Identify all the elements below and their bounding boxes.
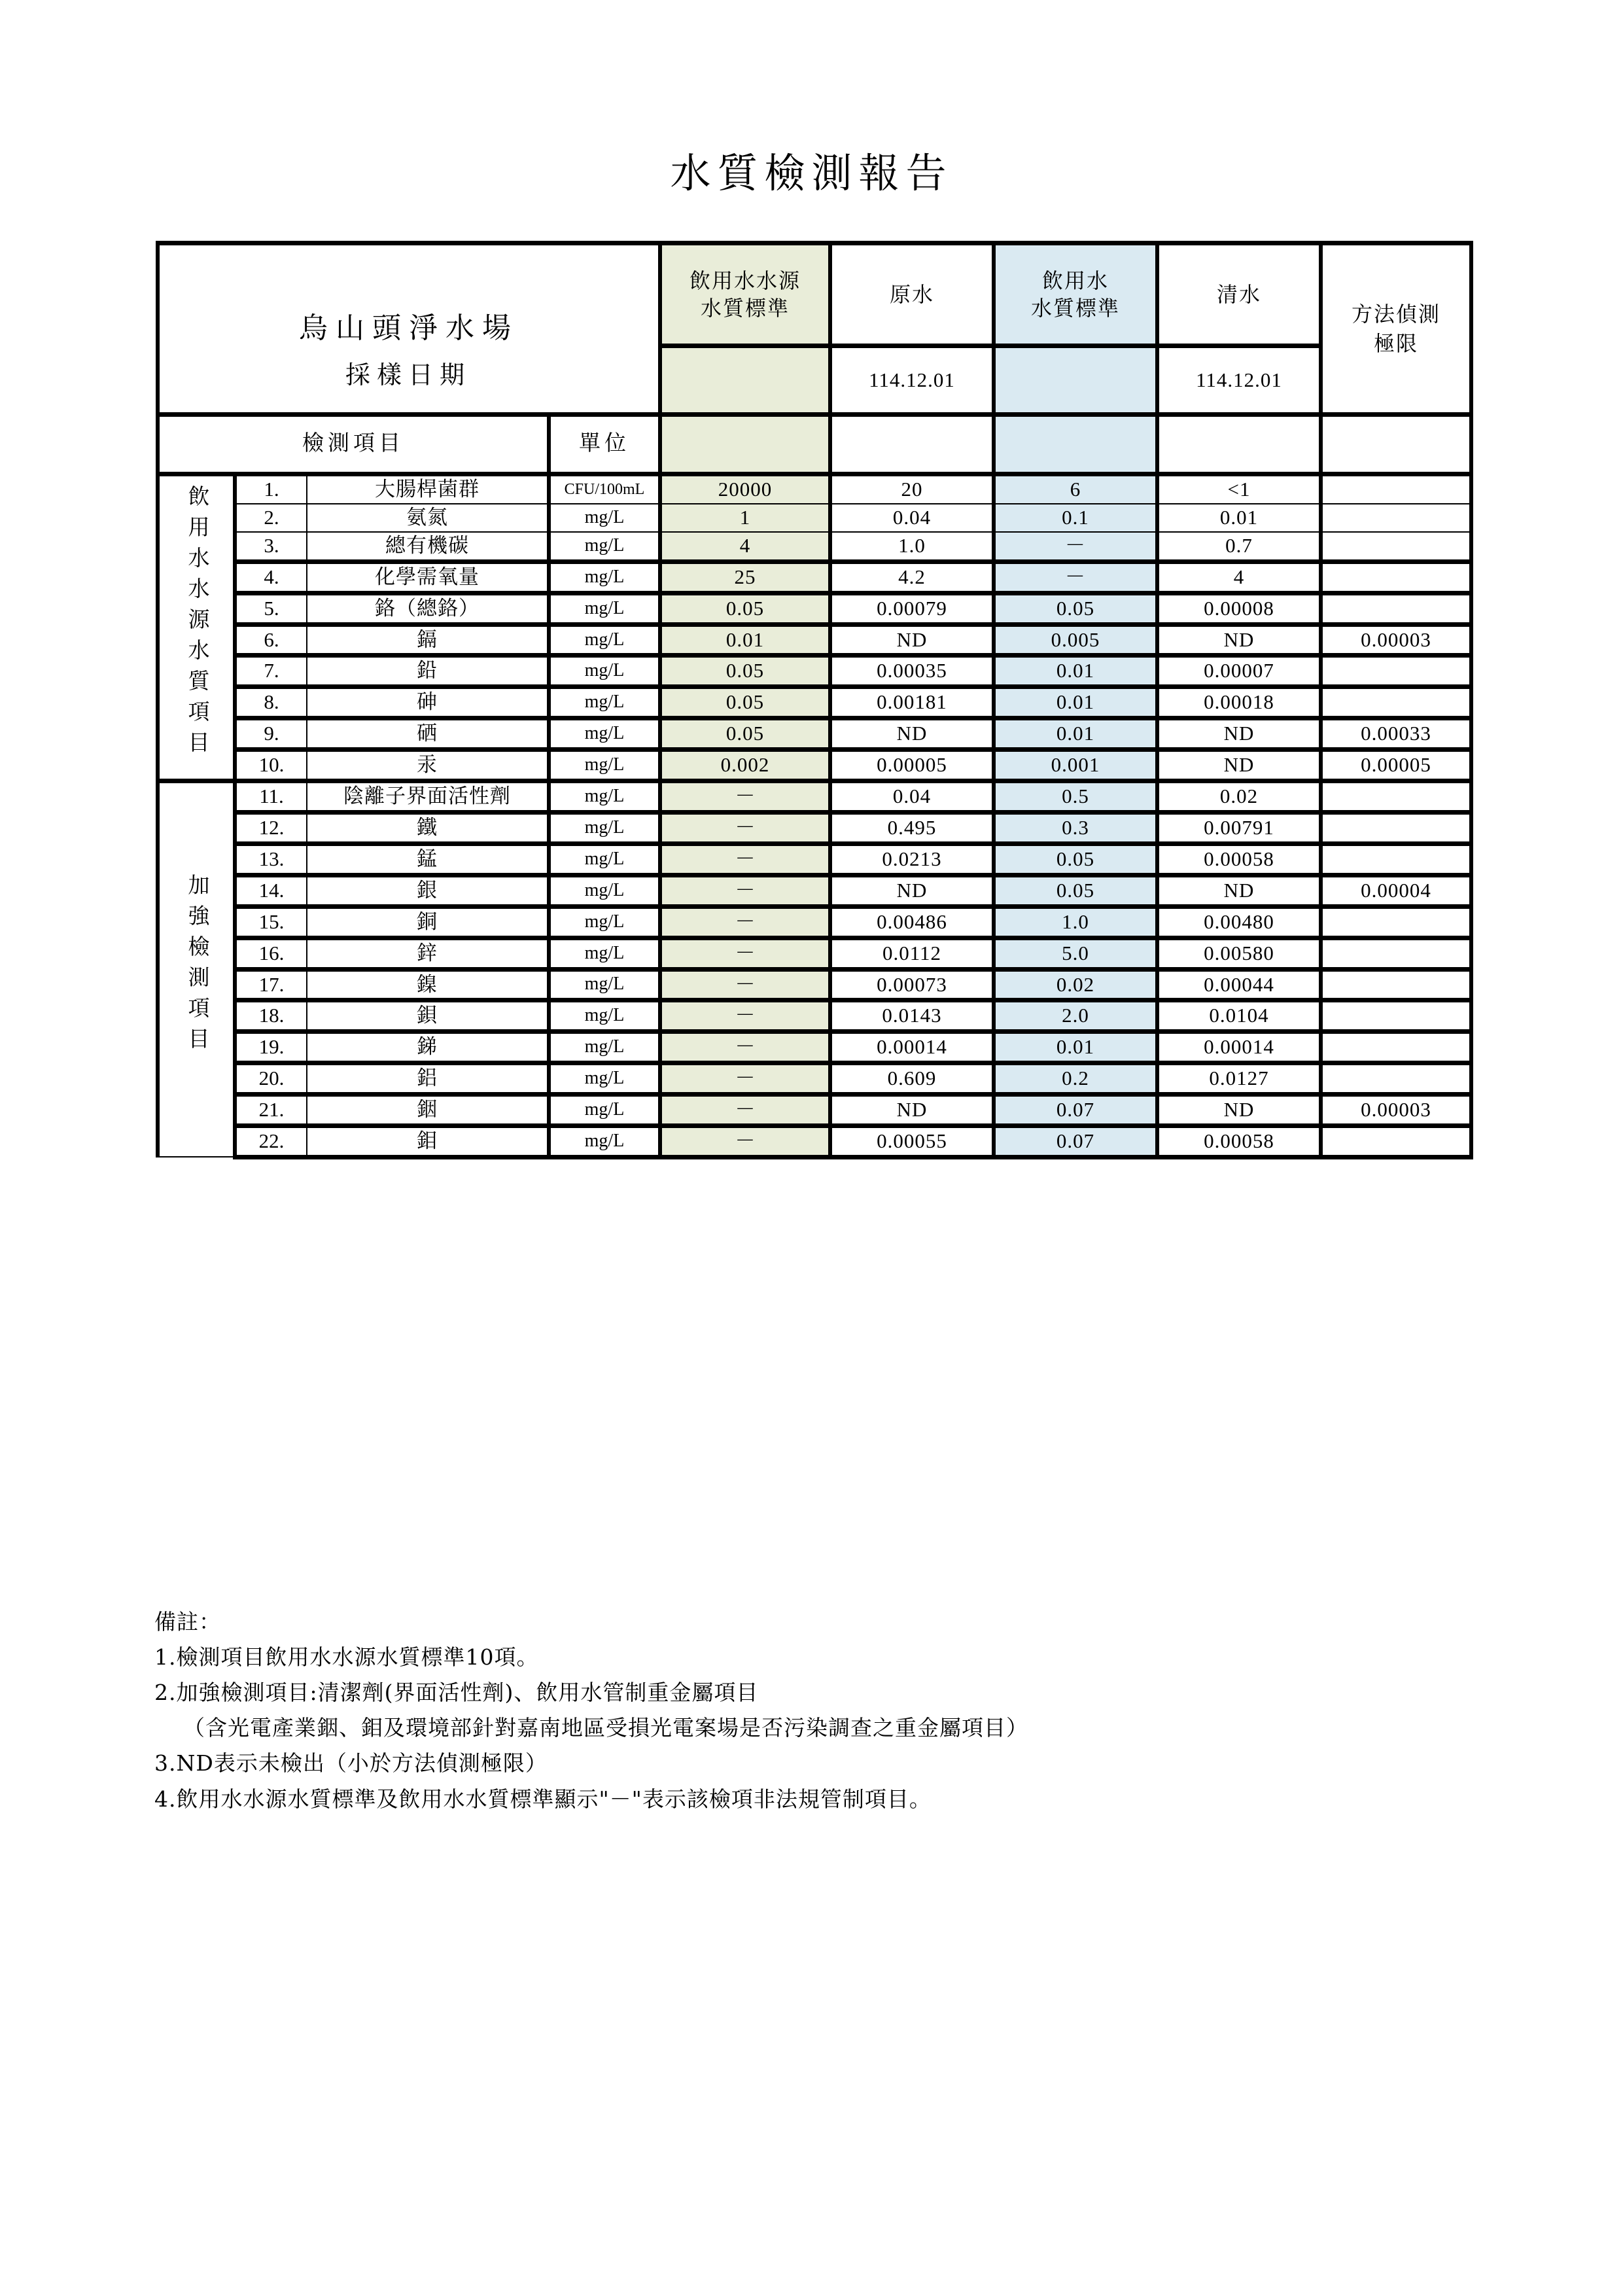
row-source-standard: － bbox=[660, 1095, 830, 1126]
row-index: 22. bbox=[235, 1126, 307, 1157]
row-raw-water: ND bbox=[830, 718, 994, 750]
row-drinking-standard: 0.05 bbox=[994, 875, 1157, 906]
table-row bbox=[158, 1126, 1471, 1157]
row-drinking-standard: 0.05 bbox=[994, 593, 1157, 624]
row-unit: mg/L bbox=[549, 781, 660, 813]
row-source-standard: 0.01 bbox=[660, 624, 830, 656]
row-item-name: 鋁 bbox=[307, 1063, 549, 1095]
table-row bbox=[158, 750, 1471, 781]
row-source-standard: 20000 bbox=[660, 474, 830, 504]
table-row bbox=[158, 1063, 1471, 1095]
plant-name-cell: 烏山頭淨水場 bbox=[158, 243, 660, 415]
row-mdl bbox=[1321, 969, 1471, 1000]
row-mdl bbox=[1321, 1126, 1471, 1157]
row-unit: mg/L bbox=[549, 1000, 660, 1032]
row-index: 16. bbox=[235, 938, 307, 969]
note-3: 3.ND表示未檢出（小於方法偵測極限） bbox=[154, 1750, 548, 1776]
row-raw-water: 0.00079 bbox=[830, 593, 994, 624]
row-mdl bbox=[1321, 504, 1471, 532]
table-row bbox=[158, 938, 1471, 969]
row-index: 13. bbox=[235, 843, 307, 875]
notes-block bbox=[154, 1604, 1528, 1817]
source-standard-line2: 水質標準 bbox=[700, 296, 790, 320]
note-4: 4.飲用水水源水質標準及飲用水水質標準顯示"－"表示該檢項非法規管制項目。 bbox=[154, 1786, 932, 1812]
row-raw-water: 0.0143 bbox=[830, 1000, 994, 1032]
row-raw-water: 0.0213 bbox=[830, 843, 994, 875]
table-row bbox=[158, 781, 1471, 813]
source-standard-line1: 飲用水水源 bbox=[689, 268, 801, 292]
row-index: 6. bbox=[235, 624, 307, 656]
table-row bbox=[158, 1032, 1471, 1063]
subheader-raw-water-blank bbox=[830, 415, 994, 474]
row-mdl bbox=[1321, 687, 1471, 718]
table-row bbox=[158, 624, 1471, 656]
row-raw-water: 0.00073 bbox=[830, 969, 994, 1000]
row-index: 9. bbox=[235, 718, 307, 750]
row-unit: mg/L bbox=[549, 750, 660, 781]
row-index: 18. bbox=[235, 1000, 307, 1032]
row-unit: mg/L bbox=[549, 875, 660, 906]
row-drinking-standard: － bbox=[994, 532, 1157, 561]
row-unit: mg/L bbox=[549, 938, 660, 969]
table-row bbox=[158, 875, 1471, 906]
subheader-unit: 單位 bbox=[549, 415, 660, 474]
table-row bbox=[158, 561, 1471, 593]
row-source-standard: － bbox=[660, 906, 830, 938]
mdl-line1: 方法偵測 bbox=[1351, 302, 1440, 326]
row-drinking-standard: 0.5 bbox=[994, 781, 1157, 813]
table-header-row-subheaders bbox=[158, 415, 1471, 474]
row-item-name: 鉻（總鉻） bbox=[307, 593, 549, 624]
row-raw-water: ND bbox=[830, 1095, 994, 1126]
row-index: 10. bbox=[235, 750, 307, 781]
row-drinking-standard: 0.01 bbox=[994, 1032, 1157, 1063]
sample-date-label: 採樣日期 bbox=[345, 360, 471, 389]
row-source-standard: － bbox=[660, 843, 830, 875]
row-unit: CFU/100mL bbox=[549, 474, 660, 504]
row-mdl bbox=[1321, 906, 1471, 938]
row-item-name: 鉬 bbox=[307, 1126, 549, 1157]
row-clear-water: 0.00480 bbox=[1157, 906, 1321, 938]
row-drinking-standard: 1.0 bbox=[994, 906, 1157, 938]
subheader-clear-water-blank bbox=[1157, 415, 1321, 474]
water-quality-table-wrapper bbox=[156, 241, 1469, 1159]
row-mdl bbox=[1321, 656, 1471, 687]
table-row bbox=[158, 1000, 1471, 1032]
row-item-name: 總有機碳 bbox=[307, 532, 549, 561]
row-clear-water: 0.01 bbox=[1157, 504, 1321, 532]
row-raw-water: 4.2 bbox=[830, 561, 994, 593]
row-item-name: 砷 bbox=[307, 687, 549, 718]
row-drinking-standard: 0.2 bbox=[994, 1063, 1157, 1095]
table-row bbox=[158, 812, 1471, 843]
row-item-name: 鉛 bbox=[307, 656, 549, 687]
table-row bbox=[158, 718, 1471, 750]
row-clear-water: ND bbox=[1157, 750, 1321, 781]
row-item-name: 化學需氧量 bbox=[307, 561, 549, 593]
row-unit: mg/L bbox=[549, 843, 660, 875]
row-raw-water: 20 bbox=[830, 474, 994, 504]
subheader-source-standard-blank bbox=[660, 415, 830, 474]
row-item-name: 鎳 bbox=[307, 969, 549, 1000]
row-drinking-standard: 0.01 bbox=[994, 718, 1157, 750]
row-drinking-standard: 0.05 bbox=[994, 843, 1157, 875]
row-item-name: 銻 bbox=[307, 1032, 549, 1063]
subheader-mdl-blank bbox=[1321, 415, 1471, 474]
row-raw-water: ND bbox=[830, 624, 994, 656]
row-mdl bbox=[1321, 843, 1471, 875]
row-clear-water: 0.00058 bbox=[1157, 843, 1321, 875]
row-unit: mg/L bbox=[549, 656, 660, 687]
col-header-method-detection-limit bbox=[1321, 243, 1471, 415]
row-index: 21. bbox=[235, 1095, 307, 1126]
row-index: 5. bbox=[235, 593, 307, 624]
row-source-standard: 1 bbox=[660, 504, 830, 532]
table-row bbox=[158, 474, 1471, 504]
row-raw-water: ND bbox=[830, 875, 994, 906]
drinking-standard-line1: 飲用水 bbox=[1041, 268, 1109, 292]
row-unit: mg/L bbox=[549, 624, 660, 656]
row-drinking-standard: － bbox=[994, 561, 1157, 593]
row-clear-water: 0.00007 bbox=[1157, 656, 1321, 687]
subheader-drinking-standard-blank bbox=[994, 415, 1157, 474]
row-clear-water: 4 bbox=[1157, 561, 1321, 593]
row-index: 4. bbox=[235, 561, 307, 593]
row-raw-water: 1.0 bbox=[830, 532, 994, 561]
table-row bbox=[158, 656, 1471, 687]
row-drinking-standard: 0.01 bbox=[994, 656, 1157, 687]
row-clear-water: 0.00044 bbox=[1157, 969, 1321, 1000]
row-mdl: 0.00005 bbox=[1321, 750, 1471, 781]
row-mdl bbox=[1321, 474, 1471, 504]
row-clear-water: 0.0127 bbox=[1157, 1063, 1321, 1095]
row-raw-water: 0.04 bbox=[830, 504, 994, 532]
row-item-name: 銀 bbox=[307, 875, 549, 906]
row-raw-water: 0.00014 bbox=[830, 1032, 994, 1063]
row-source-standard: 4 bbox=[660, 532, 830, 561]
row-source-standard: － bbox=[660, 781, 830, 813]
table-row bbox=[158, 532, 1471, 561]
row-index: 17. bbox=[235, 969, 307, 1000]
row-clear-water: 0.00014 bbox=[1157, 1032, 1321, 1063]
row-item-name: 銦 bbox=[307, 1095, 549, 1126]
note-2: 2.加強檢測項目:清潔劑(界面活性劑)、飲用水管制重金屬項目 bbox=[154, 1680, 759, 1706]
row-clear-water: ND bbox=[1157, 875, 1321, 906]
row-drinking-standard: 5.0 bbox=[994, 938, 1157, 969]
row-unit: mg/L bbox=[549, 687, 660, 718]
row-mdl bbox=[1321, 781, 1471, 813]
row-index: 14. bbox=[235, 875, 307, 906]
row-item-name: 鋇 bbox=[307, 1000, 549, 1032]
row-item-name: 硒 bbox=[307, 718, 549, 750]
row-index: 11. bbox=[235, 781, 307, 813]
row-source-standard: 0.002 bbox=[660, 750, 830, 781]
row-drinking-standard: 6 bbox=[994, 474, 1157, 504]
row-source-standard: － bbox=[660, 969, 830, 1000]
row-clear-water: 0.0104 bbox=[1157, 1000, 1321, 1032]
row-item-name: 鐵 bbox=[307, 812, 549, 843]
sample-date-source-standard bbox=[660, 346, 830, 415]
drinking-standard-line2: 水質標準 bbox=[1030, 296, 1120, 320]
row-source-standard: － bbox=[660, 1126, 830, 1157]
row-unit: mg/L bbox=[549, 1095, 660, 1126]
row-clear-water: 0.00791 bbox=[1157, 812, 1321, 843]
row-item-name: 陰離子界面活性劑 bbox=[307, 781, 549, 813]
table-row bbox=[158, 906, 1471, 938]
mdl-line2: 極限 bbox=[1373, 331, 1418, 355]
row-item-name: 汞 bbox=[307, 750, 549, 781]
table-header-row-plant bbox=[158, 243, 1471, 346]
row-unit: mg/L bbox=[549, 1126, 660, 1157]
row-drinking-standard: 0.02 bbox=[994, 969, 1157, 1000]
group-label-enhanced-testing bbox=[158, 781, 235, 1157]
row-raw-water: 0.0112 bbox=[830, 938, 994, 969]
row-unit: mg/L bbox=[549, 718, 660, 750]
row-unit: mg/L bbox=[549, 1032, 660, 1063]
row-item-name: 鋅 bbox=[307, 938, 549, 969]
row-clear-water: 0.02 bbox=[1157, 781, 1321, 813]
row-index: 2. bbox=[235, 504, 307, 532]
row-mdl bbox=[1321, 1032, 1471, 1063]
group-label-source-quality bbox=[158, 474, 235, 781]
row-raw-water: 0.04 bbox=[830, 781, 994, 813]
subheader-item: 檢測項目 bbox=[158, 415, 549, 474]
row-clear-water: 0.00580 bbox=[1157, 938, 1321, 969]
row-raw-water: 0.00055 bbox=[830, 1126, 994, 1157]
col-header-raw-water: 原水 bbox=[830, 243, 994, 346]
row-index: 1. bbox=[235, 474, 307, 504]
row-mdl bbox=[1321, 532, 1471, 561]
row-source-standard: － bbox=[660, 1063, 830, 1095]
row-mdl bbox=[1321, 938, 1471, 969]
row-raw-water: 0.00486 bbox=[830, 906, 994, 938]
row-index: 3. bbox=[235, 532, 307, 561]
row-clear-water: 0.00058 bbox=[1157, 1126, 1321, 1157]
row-raw-water: 0.00035 bbox=[830, 656, 994, 687]
row-source-standard: － bbox=[660, 875, 830, 906]
row-source-standard: 0.05 bbox=[660, 656, 830, 687]
table-row bbox=[158, 843, 1471, 875]
sample-date-raw-water: 114.12.01 bbox=[830, 346, 994, 415]
row-index: 15. bbox=[235, 906, 307, 938]
table-row bbox=[158, 969, 1471, 1000]
row-index: 19. bbox=[235, 1032, 307, 1063]
row-drinking-standard: 0.001 bbox=[994, 750, 1157, 781]
row-item-name: 鎘 bbox=[307, 624, 549, 656]
row-raw-water: 0.00181 bbox=[830, 687, 994, 718]
row-source-standard: 0.05 bbox=[660, 593, 830, 624]
row-raw-water: 0.495 bbox=[830, 812, 994, 843]
row-clear-water: <1 bbox=[1157, 474, 1321, 504]
row-drinking-standard: 0.07 bbox=[994, 1126, 1157, 1157]
notes-heading: 備註： bbox=[154, 1609, 221, 1634]
row-mdl bbox=[1321, 812, 1471, 843]
row-mdl: 0.00003 bbox=[1321, 1095, 1471, 1126]
page-title: 水質檢測報告 bbox=[670, 149, 953, 197]
row-item-name: 銅 bbox=[307, 906, 549, 938]
row-drinking-standard: 0.1 bbox=[994, 504, 1157, 532]
note-1: 1.檢測項目飲用水水源水質標準10項。 bbox=[154, 1644, 539, 1670]
row-mdl bbox=[1321, 1000, 1471, 1032]
row-unit: mg/L bbox=[549, 561, 660, 593]
row-item-name: 錳 bbox=[307, 843, 549, 875]
row-clear-water: 0.00008 bbox=[1157, 593, 1321, 624]
row-source-standard: － bbox=[660, 1032, 830, 1063]
row-raw-water: 0.00005 bbox=[830, 750, 994, 781]
col-header-clear-water: 清水 bbox=[1157, 243, 1321, 346]
row-mdl: 0.00004 bbox=[1321, 875, 1471, 906]
row-mdl bbox=[1321, 1063, 1471, 1095]
row-mdl bbox=[1321, 561, 1471, 593]
row-mdl: 0.00003 bbox=[1321, 624, 1471, 656]
group-label-enhanced-testing-text: 加強檢測項目 bbox=[184, 873, 209, 1058]
row-index: 12. bbox=[235, 812, 307, 843]
row-clear-water: ND bbox=[1157, 1095, 1321, 1126]
row-index: 8. bbox=[235, 687, 307, 718]
row-unit: mg/L bbox=[549, 1063, 660, 1095]
sample-date-drinking-standard bbox=[994, 346, 1157, 415]
row-unit: mg/L bbox=[549, 969, 660, 1000]
row-clear-water: 0.7 bbox=[1157, 532, 1321, 561]
row-source-standard: 0.05 bbox=[660, 687, 830, 718]
table-row bbox=[158, 593, 1471, 624]
row-drinking-standard: 0.3 bbox=[994, 812, 1157, 843]
row-raw-water: 0.609 bbox=[830, 1063, 994, 1095]
row-unit: mg/L bbox=[549, 532, 660, 561]
row-mdl bbox=[1321, 593, 1471, 624]
row-drinking-standard: 0.005 bbox=[994, 624, 1157, 656]
row-drinking-standard: 0.07 bbox=[994, 1095, 1157, 1126]
row-clear-water: ND bbox=[1157, 624, 1321, 656]
row-item-name: 氨氮 bbox=[307, 504, 549, 532]
row-drinking-standard: 2.0 bbox=[994, 1000, 1157, 1032]
row-mdl: 0.00033 bbox=[1321, 718, 1471, 750]
col-header-drinking-standard bbox=[994, 243, 1157, 346]
row-unit: mg/L bbox=[549, 504, 660, 532]
table-row bbox=[158, 1095, 1471, 1126]
row-drinking-standard: 0.01 bbox=[994, 687, 1157, 718]
group-label-source-quality-text: 飲用水水源水質項目 bbox=[184, 485, 209, 762]
row-index: 20. bbox=[235, 1063, 307, 1095]
table-row bbox=[158, 504, 1471, 532]
note-2-sub: （含光電產業銦、鉬及環境部針對嘉南地區受損光電案場是否污染調查之重金屬項目） bbox=[183, 1715, 1028, 1741]
col-header-source-standard bbox=[660, 243, 830, 346]
row-clear-water: 0.00018 bbox=[1157, 687, 1321, 718]
row-source-standard: 25 bbox=[660, 561, 830, 593]
sample-date-clear-water: 114.12.01 bbox=[1157, 346, 1321, 415]
row-unit: mg/L bbox=[549, 906, 660, 938]
row-source-standard: － bbox=[660, 938, 830, 969]
row-unit: mg/L bbox=[549, 812, 660, 843]
row-unit: mg/L bbox=[549, 593, 660, 624]
table-row bbox=[158, 687, 1471, 718]
row-source-standard: － bbox=[660, 812, 830, 843]
row-item-name: 大腸桿菌群 bbox=[307, 474, 549, 504]
row-source-standard: 0.05 bbox=[660, 718, 830, 750]
row-clear-water: ND bbox=[1157, 718, 1321, 750]
row-source-standard: － bbox=[660, 1000, 830, 1032]
row-index: 7. bbox=[235, 656, 307, 687]
